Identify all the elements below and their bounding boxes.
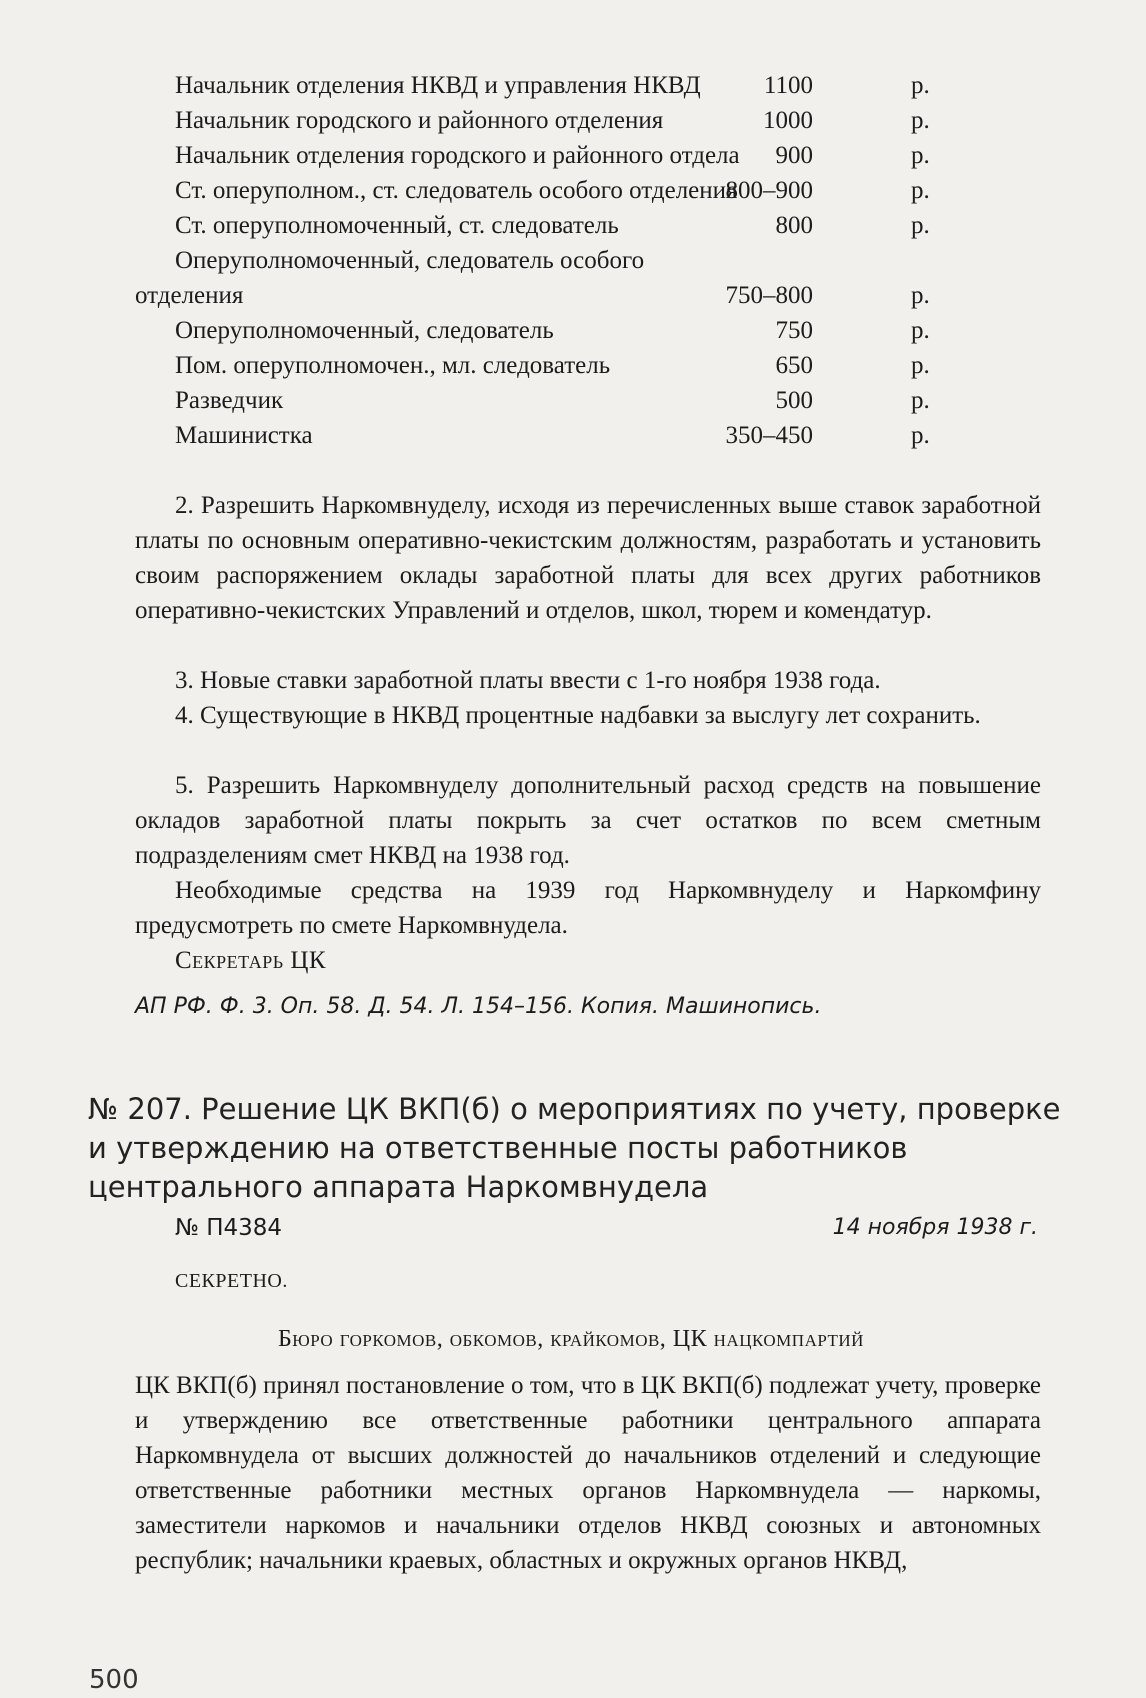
salary-row bbox=[135, 278, 935, 313]
paragraph-6: Необходимые средства на 1939 год Наркомвнуделу и Наркомфину предусмотреть по смете Наркомвнудела. bbox=[135, 877, 1041, 939]
document-heading: № 207. Решение ЦК ВКП(б) о мероприятиях по учету, проверке и утверждению на ответственные посты работников центрального аппарата Наркомвнудела bbox=[88, 1092, 1061, 1204]
salary-row bbox=[135, 208, 935, 243]
position-title: Оперуполномоченный, следователь bbox=[175, 317, 554, 344]
salary-amount: 500 bbox=[775, 387, 813, 414]
currency-unit: р. bbox=[911, 142, 930, 169]
salary-row bbox=[135, 348, 935, 383]
salary-amount: 750–800 bbox=[725, 282, 813, 309]
position-title: Начальник городского и районного отделения bbox=[175, 107, 664, 134]
salary-row bbox=[135, 173, 935, 208]
archive-reference: АП РФ. Ф. 3. Оп. 58. Д. 54. Л. 154–156. Копия. Машинопись. bbox=[135, 994, 822, 1019]
currency-unit: р. bbox=[911, 177, 930, 204]
document-body: ЦК ВКП(б) принял постановление о том, что в ЦК ВКП(б) подлежат учету, проверке и утверждению все ответственные работники центрального аппарата Наркомвнудела от высших должностей до начальников отделений и следующие ответственные работники местных органов Наркомвнудела — наркомы, заместители наркомов и начальники отделов НКВД союзных и автономных республик; начальники краевых, областных и окружных органов НКВД, bbox=[135, 1372, 1041, 1574]
currency-unit: р. bbox=[911, 212, 930, 239]
salary-amount: 900 bbox=[775, 142, 813, 169]
currency-unit: р. bbox=[911, 72, 930, 99]
salary-amount: 350–450 bbox=[725, 422, 813, 449]
paragraph-2: 2. Разрешить Наркомвнуделу, исходя из перечисленных выше ставок заработной платы по основным оперативно-чекистским должностям, разработать и установить своим распоряжением оклады заработной платы для всех других работников оперативно-чекистских Управлений и отделов, школ, тюрем и комендатур. bbox=[135, 492, 1041, 624]
position-title: Начальник отделения НКВД и управления НКВД bbox=[175, 72, 701, 99]
salary-amount: 1100 bbox=[763, 72, 813, 99]
salary-amount: 800 bbox=[775, 212, 813, 239]
salary-row bbox=[135, 383, 935, 418]
currency-unit: р. bbox=[911, 422, 930, 449]
salary-amount: 650 bbox=[775, 352, 813, 379]
position-title: Ст. оперуполномоченный, ст. следователь bbox=[175, 212, 619, 239]
position-title: отделения bbox=[135, 282, 244, 309]
salary-table bbox=[135, 68, 935, 453]
salary-amount: 1000 bbox=[763, 107, 813, 134]
currency-unit: р. bbox=[911, 107, 930, 134]
position-title: Разведчик bbox=[175, 387, 284, 414]
page-number: 500 bbox=[89, 1665, 139, 1695]
salary-row bbox=[135, 418, 935, 453]
currency-unit: р. bbox=[911, 387, 930, 414]
signature: Секретарь ЦК bbox=[175, 947, 327, 974]
document-number: № П4384 bbox=[175, 1215, 283, 1241]
paragraph-5: 5. Разрешить Наркомвнуделу дополнительный расход средств на повышение окладов заработной платы покрыть за счет остатков по всем сметным подразделениям смет НКВД на 1938 год. bbox=[135, 772, 1041, 869]
paragraph-3: 3. Новые ставки заработной платы ввести с 1-го ноября 1938 года. bbox=[175, 667, 881, 694]
position-title: Оперуполномоченный, следователь особого bbox=[175, 247, 645, 274]
salary-amount: 750 bbox=[775, 317, 813, 344]
position-title: Ст. оперуполном., ст. следователь особого отделения bbox=[175, 177, 738, 204]
secrecy-stamp: СЕКРЕТНО. bbox=[175, 1270, 288, 1292]
salary-amount: 800–900 bbox=[725, 177, 813, 204]
document-date: 14 ноября 1938 г. bbox=[832, 1215, 1038, 1240]
currency-unit: р. bbox=[911, 317, 930, 344]
salary-row bbox=[135, 103, 935, 138]
position-title: Начальник отделения городского и районного отдела bbox=[175, 142, 740, 169]
paragraph-4: 4. Существующие в НКВД процентные надбавки за выслугу лет сохранить. bbox=[175, 702, 981, 729]
salary-row bbox=[135, 243, 935, 278]
salary-row bbox=[135, 313, 935, 348]
addressee: Бюро горкомов, обкомов, крайкомов, ЦК нацкомпартий bbox=[278, 1326, 864, 1352]
position-title: Машинистка bbox=[175, 422, 313, 449]
currency-unit: р. bbox=[911, 282, 930, 309]
salary-row bbox=[135, 68, 935, 103]
position-title: Пом. оперуполномочен., мл. следователь bbox=[175, 352, 611, 379]
salary-row bbox=[135, 138, 935, 173]
currency-unit: р. bbox=[911, 352, 930, 379]
